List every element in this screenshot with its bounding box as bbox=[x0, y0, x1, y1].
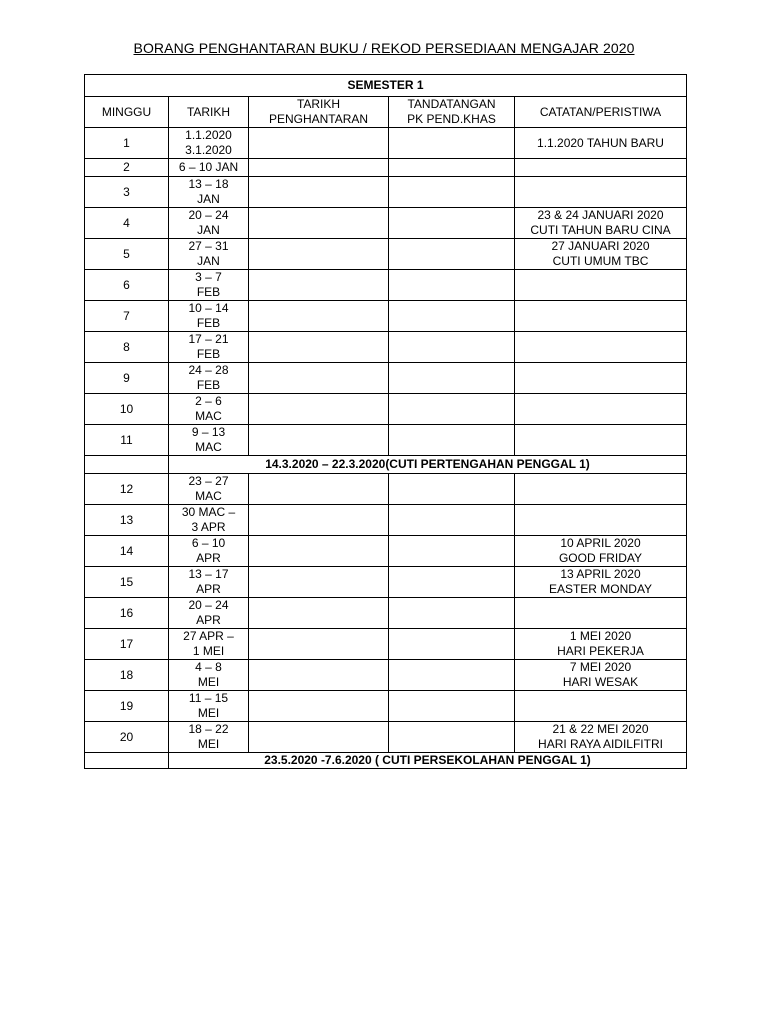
week-number: 4 bbox=[85, 208, 169, 239]
date-line: MAC bbox=[195, 440, 222, 454]
week-date bbox=[169, 722, 249, 753]
week-row bbox=[85, 629, 687, 660]
submission-date-cell[interactable] bbox=[249, 128, 389, 159]
signature-cell[interactable] bbox=[389, 474, 515, 505]
submission-date-cell[interactable] bbox=[249, 425, 389, 456]
event-note bbox=[515, 301, 687, 332]
signature-cell[interactable] bbox=[389, 567, 515, 598]
submission-date-cell[interactable] bbox=[249, 363, 389, 394]
date-line: 1 MEI bbox=[192, 644, 225, 658]
signature-cell[interactable] bbox=[389, 722, 515, 753]
week-row bbox=[85, 660, 687, 691]
week-date bbox=[169, 159, 249, 177]
week-number: 7 bbox=[85, 301, 169, 332]
holiday-break-row bbox=[85, 753, 687, 769]
week-row bbox=[85, 128, 687, 159]
week-date bbox=[169, 505, 249, 536]
date-line: 18 – 22 bbox=[188, 722, 229, 736]
date-line: FEB bbox=[196, 285, 221, 299]
event-note bbox=[515, 394, 687, 425]
event-note bbox=[515, 660, 687, 691]
holiday-break-row bbox=[85, 456, 687, 474]
week-number: 20 bbox=[85, 722, 169, 753]
document-title: BORANG PENGHANTARAN BUKU / REKOD PERSEDIAAN MENGAJAR 2020 bbox=[133, 40, 635, 56]
signature-cell[interactable] bbox=[389, 691, 515, 722]
week-row bbox=[85, 567, 687, 598]
date-line: FEB bbox=[196, 347, 221, 361]
week-number: 15 bbox=[85, 567, 169, 598]
date-line: 23 – 27 bbox=[188, 474, 229, 488]
week-date bbox=[169, 567, 249, 598]
week-number: 17 bbox=[85, 629, 169, 660]
event-note bbox=[515, 691, 687, 722]
week-number: 9 bbox=[85, 363, 169, 394]
header-row bbox=[85, 97, 687, 128]
week-row bbox=[85, 691, 687, 722]
signature-cell[interactable] bbox=[389, 629, 515, 660]
date-line: 4 – 8 bbox=[195, 660, 222, 674]
event-note bbox=[515, 208, 687, 239]
week-number: 14 bbox=[85, 536, 169, 567]
note-line: HARI PEKERJA bbox=[557, 644, 644, 658]
week-date bbox=[169, 239, 249, 270]
week-row bbox=[85, 363, 687, 394]
date-line: JAN bbox=[197, 254, 220, 268]
week-number: 16 bbox=[85, 598, 169, 629]
holiday-break-label: 14.3.2020 – 22.3.2020(CUTI PERTENGAHAN PENGGAL 1) bbox=[169, 456, 687, 474]
event-note bbox=[515, 159, 687, 177]
break-empty-cell bbox=[85, 456, 169, 474]
signature-cell[interactable] bbox=[389, 363, 515, 394]
submission-date-cell[interactable] bbox=[249, 394, 389, 425]
week-date bbox=[169, 394, 249, 425]
date-line: 30 MAC – bbox=[181, 505, 236, 519]
submission-date-cell[interactable] bbox=[249, 159, 389, 177]
signature-cell[interactable] bbox=[389, 177, 515, 208]
submission-date-cell[interactable] bbox=[249, 239, 389, 270]
note-line: GOOD FRIDAY bbox=[558, 551, 643, 565]
date-line: MAC bbox=[195, 489, 222, 503]
header-minggu: MINGGU bbox=[85, 97, 169, 128]
week-row bbox=[85, 239, 687, 270]
date-line: 9 – 13 bbox=[191, 425, 226, 439]
signature-cell[interactable] bbox=[389, 660, 515, 691]
holiday-break-label: 23.5.2020 -7.6.2020 ( CUTI PERSEKOLAHAN PENGGAL 1) bbox=[169, 753, 687, 769]
note-line: 10 APRIL 2020 bbox=[560, 536, 641, 550]
date-line: APR bbox=[196, 613, 221, 627]
date-line: 27 – 31 bbox=[188, 239, 229, 253]
date-line: FEB bbox=[196, 378, 221, 392]
note-line: HARI WESAK bbox=[562, 675, 639, 689]
event-note bbox=[515, 505, 687, 536]
date-line: 24 – 28 bbox=[188, 363, 229, 377]
date-line: JAN bbox=[197, 223, 220, 237]
note-line: 1.1.2020 TAHUN BARU bbox=[537, 135, 664, 150]
week-number: 12 bbox=[85, 474, 169, 505]
week-row bbox=[85, 177, 687, 208]
week-date bbox=[169, 629, 249, 660]
week-row bbox=[85, 159, 687, 177]
event-note bbox=[515, 425, 687, 456]
week-date bbox=[169, 208, 249, 239]
note-line: 7 MEI 2020 bbox=[569, 660, 632, 674]
week-number: 13 bbox=[85, 505, 169, 536]
event-note bbox=[515, 363, 687, 394]
note-line: 23 & 24 JANUARI 2020 bbox=[537, 208, 664, 222]
week-date bbox=[169, 660, 249, 691]
submission-date-cell[interactable] bbox=[249, 332, 389, 363]
week-number: 19 bbox=[85, 691, 169, 722]
week-number: 18 bbox=[85, 660, 169, 691]
week-row bbox=[85, 394, 687, 425]
submission-date-cell[interactable] bbox=[249, 660, 389, 691]
header-tarikh: TARIKH bbox=[169, 97, 249, 128]
submission-date-cell[interactable] bbox=[249, 629, 389, 660]
semester-title: SEMESTER 1 bbox=[85, 75, 687, 97]
date-line: 27 APR – bbox=[183, 629, 234, 643]
note-line: 13 APRIL 2020 bbox=[560, 567, 641, 581]
date-line: 11 – 15 bbox=[188, 691, 229, 705]
date-line: 17 – 21 bbox=[188, 332, 229, 346]
schedule-table bbox=[84, 74, 687, 769]
date-line: 10 – 14 bbox=[188, 301, 229, 315]
date-line: 3.1.2020 bbox=[185, 143, 232, 157]
week-date bbox=[169, 691, 249, 722]
submission-date-cell[interactable] bbox=[249, 208, 389, 239]
week-date bbox=[169, 177, 249, 208]
week-number: 1 bbox=[85, 128, 169, 159]
header-catatan: CATATAN/PERISTIWA bbox=[515, 97, 687, 128]
submission-date-cell[interactable] bbox=[249, 536, 389, 567]
date-line: JAN bbox=[197, 192, 220, 206]
semester-row bbox=[85, 75, 687, 97]
week-date bbox=[169, 536, 249, 567]
week-date bbox=[169, 270, 249, 301]
event-note bbox=[515, 177, 687, 208]
signature-cell[interactable] bbox=[389, 425, 515, 456]
date-line: APR bbox=[196, 551, 221, 565]
submission-date-cell[interactable] bbox=[249, 474, 389, 505]
date-line: 13 – 17 bbox=[188, 567, 229, 581]
date-line: MEI bbox=[197, 737, 220, 751]
week-row bbox=[85, 425, 687, 456]
signature-cell[interactable] bbox=[389, 270, 515, 301]
date-line: APR bbox=[196, 582, 221, 596]
week-row bbox=[85, 474, 687, 505]
date-line: 13 – 18 bbox=[188, 177, 229, 191]
submission-date-cell[interactable] bbox=[249, 505, 389, 536]
signature-cell[interactable] bbox=[389, 128, 515, 159]
date-line: MEI bbox=[197, 675, 220, 689]
week-number: 8 bbox=[85, 332, 169, 363]
signature-cell[interactable] bbox=[389, 505, 515, 536]
event-note bbox=[515, 128, 687, 159]
week-row bbox=[85, 536, 687, 567]
event-note bbox=[515, 598, 687, 629]
week-date bbox=[169, 425, 249, 456]
note-line: HARI RAYA AIDILFITRI bbox=[538, 737, 663, 751]
week-number: 2 bbox=[85, 159, 169, 177]
week-row bbox=[85, 598, 687, 629]
date-line: 20 – 24 bbox=[188, 598, 229, 612]
week-number: 6 bbox=[85, 270, 169, 301]
week-number: 5 bbox=[85, 239, 169, 270]
date-line: MAC bbox=[195, 409, 222, 423]
note-line: 27 JANUARI 2020 bbox=[551, 239, 650, 253]
date-line: 1.1.2020 bbox=[185, 128, 232, 142]
signature-cell[interactable] bbox=[389, 332, 515, 363]
event-note bbox=[515, 722, 687, 753]
date-line: 2 – 6 bbox=[195, 394, 222, 408]
week-row bbox=[85, 301, 687, 332]
week-date bbox=[169, 474, 249, 505]
submission-date-cell[interactable] bbox=[249, 691, 389, 722]
submission-date-cell[interactable] bbox=[249, 598, 389, 629]
date-line: MEI bbox=[197, 706, 220, 720]
note-line: CUTI UMUM TBC bbox=[552, 254, 649, 268]
note-line: 1 MEI 2020 bbox=[569, 629, 632, 643]
week-row bbox=[85, 505, 687, 536]
note-line: EASTER MONDAY bbox=[548, 582, 653, 596]
week-number: 10 bbox=[85, 394, 169, 425]
date-line: 3 APR bbox=[191, 520, 226, 534]
week-date bbox=[169, 128, 249, 159]
event-note bbox=[515, 239, 687, 270]
signature-cell[interactable] bbox=[389, 394, 515, 425]
submission-date-cell[interactable] bbox=[249, 301, 389, 332]
signature-cell[interactable] bbox=[389, 159, 515, 177]
date-line: FEB bbox=[196, 316, 221, 330]
date-line: 6 – 10 bbox=[191, 536, 226, 550]
event-note bbox=[515, 536, 687, 567]
break-empty-cell bbox=[85, 753, 169, 769]
week-row bbox=[85, 722, 687, 753]
date-line: 20 – 24 bbox=[188, 208, 229, 222]
submission-date-cell[interactable] bbox=[249, 722, 389, 753]
signature-cell[interactable] bbox=[389, 598, 515, 629]
week-date bbox=[169, 363, 249, 394]
header-tarikh-penghantaran: TARIKH PENGHANTARAN bbox=[249, 97, 389, 128]
note-line: 21 & 22 MEI 2020 bbox=[552, 722, 649, 736]
event-note bbox=[515, 567, 687, 598]
week-date bbox=[169, 301, 249, 332]
header-tandatangan: TANDATANGAN PK PEND.KHAS bbox=[389, 97, 515, 128]
week-number: 3 bbox=[85, 177, 169, 208]
signature-cell[interactable] bbox=[389, 239, 515, 270]
signature-cell[interactable] bbox=[389, 536, 515, 567]
note-line: CUTI TAHUN BARU CINA bbox=[530, 223, 671, 237]
week-date bbox=[169, 598, 249, 629]
event-note bbox=[515, 270, 687, 301]
week-number: 11 bbox=[85, 425, 169, 456]
event-note bbox=[515, 474, 687, 505]
week-row bbox=[85, 208, 687, 239]
date-line: 6 – 10 JAN bbox=[178, 160, 239, 174]
event-note bbox=[515, 629, 687, 660]
week-row bbox=[85, 332, 687, 363]
signature-cell[interactable] bbox=[389, 301, 515, 332]
signature-cell[interactable] bbox=[389, 208, 515, 239]
week-row bbox=[85, 270, 687, 301]
submission-date-cell[interactable] bbox=[249, 177, 389, 208]
week-date bbox=[169, 332, 249, 363]
date-line: 3 – 7 bbox=[195, 270, 222, 284]
submission-date-cell[interactable] bbox=[249, 270, 389, 301]
event-note bbox=[515, 332, 687, 363]
submission-date-cell[interactable] bbox=[249, 567, 389, 598]
